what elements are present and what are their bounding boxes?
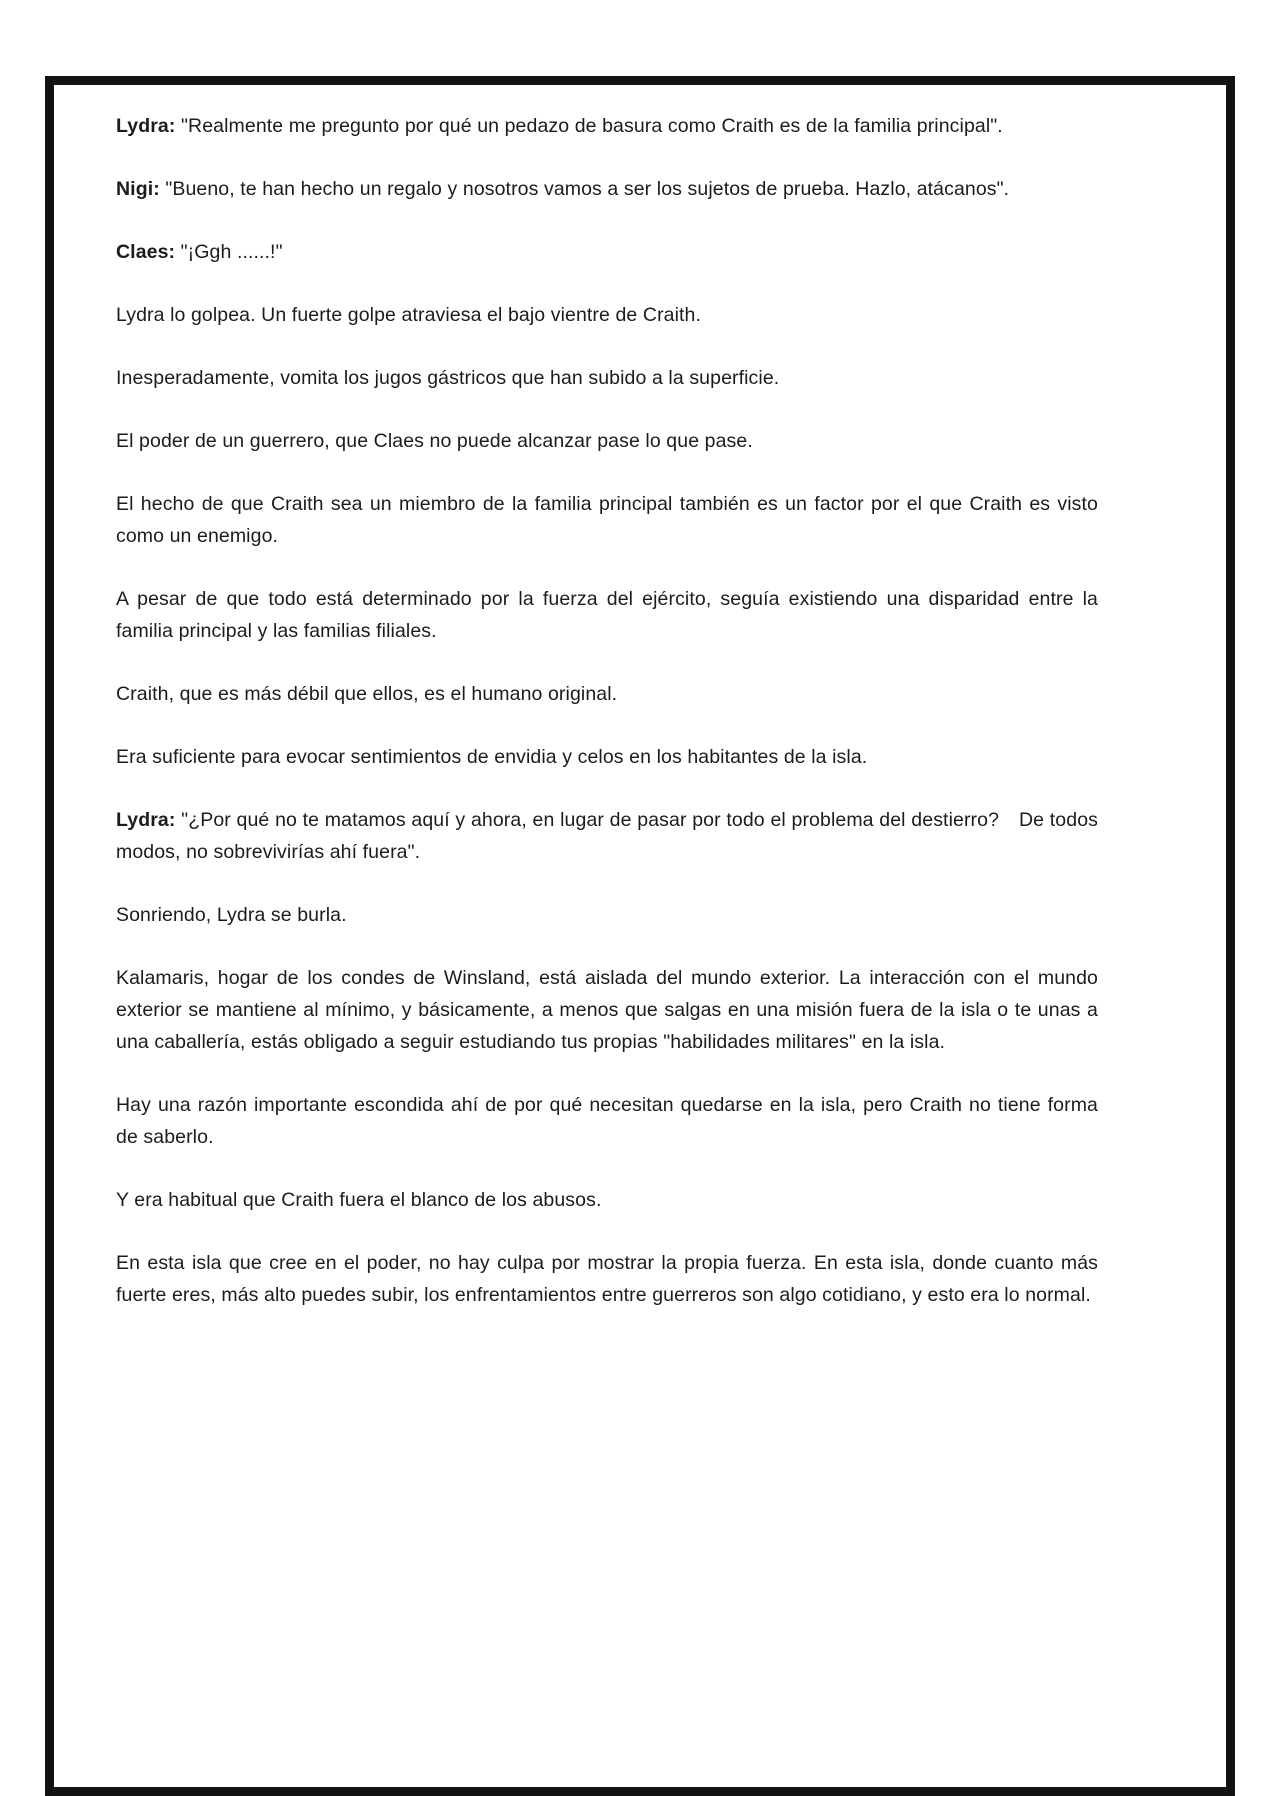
speaker-name: Lydra: [116,809,176,831]
paragraph: El poder de un guerrero, que Claes no puede alcanzar pase lo que pase. [116,430,753,452]
paragraph: Claes: "¡Ggh ......!" [116,241,283,263]
speaker-name: Claes: [116,241,176,263]
speaker-name: Nigi: [116,178,160,200]
paragraph: Nigi: "Bueno, te han hecho un regalo y nosotros vamos a ser los sujetos de prueba. Hazlo, atácanos". [116,178,1010,200]
paragraph: A pesar de que todo está determinado por la fuerza del ejército, seguía existiendo una disparidad entre la familia principal y las familias filiales. [116,588,1098,642]
paragraph: Y era habitual que Craith fuera el blanco de los abusos. [116,1189,602,1211]
paragraph: Era suficiente para evocar sentimientos de envidia y celos en los habitantes de la isla. [116,746,868,768]
document-frame [45,76,1235,1796]
paragraph: Lydra: "Realmente me pregunto por qué un pedazo de basura como Craith es de la familia principal". [116,115,1003,137]
paragraph: Sonriendo, Lydra se burla. [116,904,347,926]
document-content [54,85,1226,1351]
speaker-name: Lydra: [116,115,176,137]
paragraph: En esta isla que cree en el poder, no hay culpa por mostrar la propia fuerza. En esta isla, donde cuanto más fuerte eres, más alto puedes subir, los enfrentamientos entre guerreros son algo cotidiano, y esto era lo normal. [116,1252,1098,1306]
paragraph: El hecho de que Craith sea un miembro de la familia principal también es un factor por el que Craith es visto como un enemigo. [116,493,1098,547]
paragraph: Hay una razón importante escondida ahí de por qué necesitan quedarse en la isla, pero Craith no tiene forma de saberlo. [116,1094,1098,1148]
paragraph: Kalamaris, hogar de los condes de Winsland, está aislada del mundo exterior. La interacción con el mundo exterior se mantiene al mínimo, y básicamente, a menos que salgas en una misión fuera de la isla o te unas a una caballería, estás obligado a seguir estudiando tus propias "habilidades militares" en la isla. [116,967,1098,1053]
paragraph: Craith, que es más débil que ellos, es el humano original. [116,683,618,705]
paragraph: Lydra lo golpea. Un fuerte golpe atraviesa el bajo vientre de Craith. [116,304,702,326]
paragraph: Inesperadamente, vomita los jugos gástricos que han subido a la superficie. [116,367,780,389]
paragraph: Lydra: "¿Por qué no te matamos aquí y ahora, en lugar de pasar por todo el problema del destierro? De todos modos, no sobrevivirías ahí fuera". [116,809,1098,863]
